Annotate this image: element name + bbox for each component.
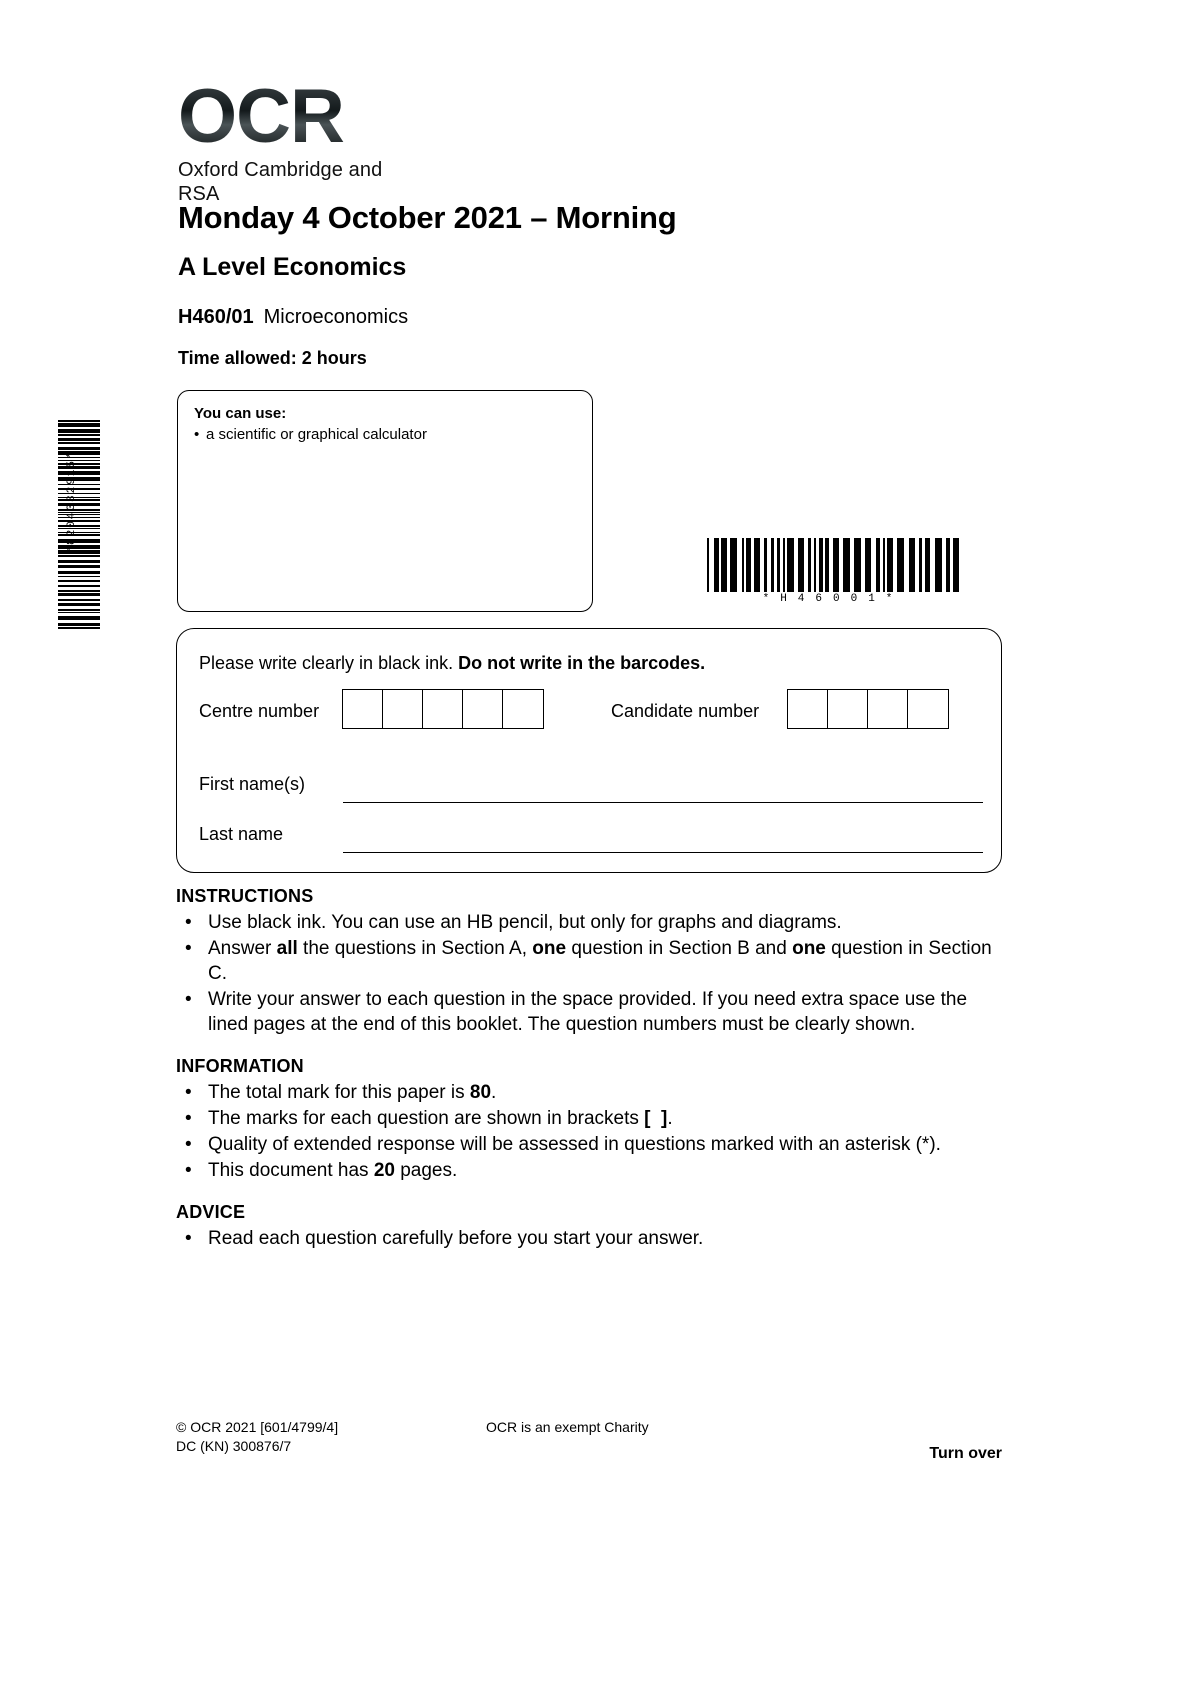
centre-number-label: Centre number: [199, 701, 320, 721]
you-can-use-item: • a scientific or graphical calculator: [194, 426, 576, 443]
list-item: • Quality of extended response will be assessed in questions marked with an asterisk (*).: [176, 1132, 1012, 1157]
write-clearly-notice: [199, 653, 705, 674]
horizontal-barcode-bars: [707, 538, 959, 592]
unit-name: Microeconomics: [263, 306, 409, 328]
instructions-list: [176, 910, 1012, 1038]
you-can-use-box: [177, 390, 593, 612]
list-item: • The marks for each question are shown in brackets [ ].: [176, 1106, 1012, 1131]
unit-code-line: [178, 306, 408, 329]
digit-cell[interactable]: [788, 690, 828, 728]
digit-cell[interactable]: [868, 690, 908, 728]
last-name-input[interactable]: [343, 852, 983, 853]
candidate-details-box: [176, 628, 1002, 873]
ocr-logo-letters: OCR: [178, 74, 344, 159]
candidate-number-label: Candidate number: [611, 701, 760, 721]
notice-plain-text: Please write clearly in black ink.: [199, 653, 459, 673]
copyright-line: © OCR 2021 [601/4799/4]: [176, 1419, 339, 1435]
list-item: • This document has 20 pages.: [176, 1158, 1012, 1183]
digit-cell[interactable]: [423, 690, 463, 728]
digit-cell[interactable]: [503, 690, 543, 728]
list-item: • Read each question carefully before you start your answer.: [176, 1226, 1012, 1251]
you-can-use-title: You can use:: [194, 405, 287, 422]
instructions-heading: INSTRUCTIONS: [176, 886, 314, 906]
ocr-logo: [178, 74, 418, 206]
list-item: • Answer all the questions in Section A, one question in Section B and one question in Section C.: [176, 936, 1012, 986]
exam-date-heading: Monday 4 October 2021 – Morning: [178, 200, 677, 235]
horizontal-barcode-text: *H46001*: [762, 593, 904, 605]
last-name-label: Last name: [199, 824, 284, 844]
ocr-logo-tagline: Oxford Cambridge and RSA: [178, 159, 383, 205]
digit-cell[interactable]: [343, 690, 383, 728]
first-name-label: First name(s): [199, 774, 306, 794]
unit-code: H460/01: [178, 306, 254, 328]
vertical-barcode: [44, 420, 100, 632]
horizontal-barcode: [707, 538, 959, 610]
qualification-heading: A Level Economics: [178, 253, 407, 281]
centre-number-input[interactable]: [342, 689, 544, 729]
vertical-barcode-bars: [58, 420, 100, 632]
digit-cell[interactable]: [908, 690, 948, 728]
information-list: [176, 1080, 1012, 1184]
first-name-input[interactable]: [343, 802, 983, 803]
footer-left: [176, 1418, 338, 1456]
advice-list: [176, 1226, 1012, 1252]
notice-bold-text: Do not write in the barcodes.: [458, 653, 706, 673]
list-item: • Use black ink. You can use an HB pencil, but only for graphs and diagrams.: [176, 910, 1012, 935]
digit-cell[interactable]: [828, 690, 868, 728]
digit-cell[interactable]: [463, 690, 503, 728]
turn-over-label: Turn over: [929, 1445, 1002, 1462]
vertical-barcode-text: *8204332915*: [66, 450, 78, 554]
time-allowed: Time allowed: 2 hours: [178, 348, 367, 368]
charity-note: OCR is an exempt Charity: [486, 1419, 649, 1435]
information-heading: INFORMATION: [176, 1056, 304, 1076]
advice-heading: ADVICE: [176, 1202, 246, 1222]
doc-code-line: DC (KN) 300876/7: [176, 1438, 292, 1454]
digit-cell[interactable]: [383, 690, 423, 728]
list-item: • The total mark for this paper is 80.: [176, 1080, 1012, 1105]
candidate-number-input[interactable]: [787, 689, 949, 729]
list-item: • Write your answer to each question in the space provided. If you need extra space use the lined pages at the end of this booklet. The question numbers must be clearly shown.: [176, 987, 1012, 1037]
